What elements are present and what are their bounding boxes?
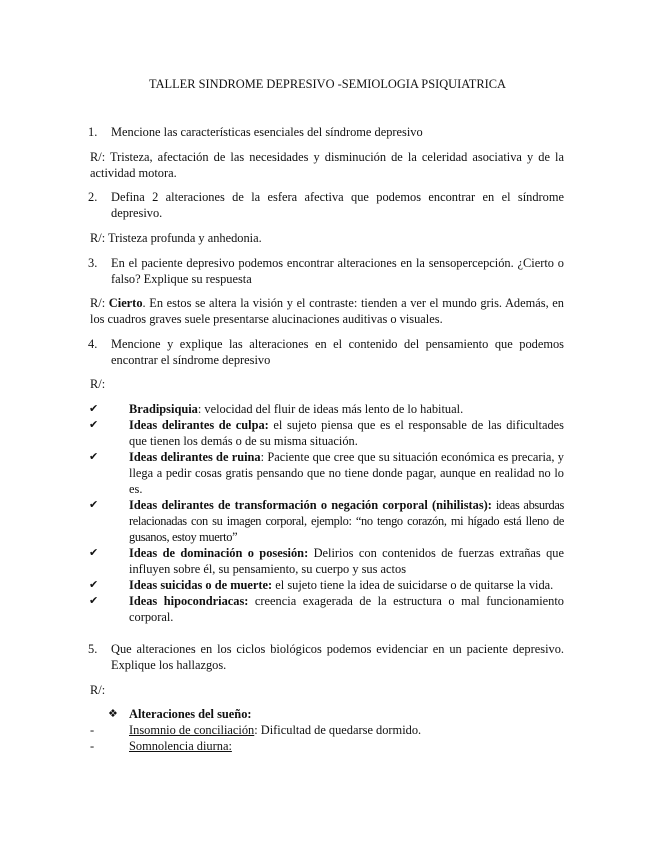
bullet-term: Bradipsiquia <box>129 402 198 416</box>
answer-2: R/: Tristeza profunda y anhedonia. <box>90 231 262 245</box>
question-3-text: En el paciente depresivo podemos encontrar alteraciones en la sensopercepción. ¿Cierto o falso? Explique su respuesta <box>111 256 564 286</box>
document-title: TALLER SINDROME DEPRESIVO -SEMIOLOGIA PSIQUIATRICA <box>149 77 506 91</box>
check-icon: ✔ <box>89 594 99 607</box>
bullet-description: : velocidad del fluir de ideas más lento de lo habitual. <box>197 402 464 416</box>
question-4-text: Mencione y explique las alteraciones en el contenido del pensamiento que podemos encontrar el síndrome depresivo <box>111 337 564 367</box>
question-1-text: Mencione las características esenciales del síndrome depresivo <box>111 125 423 139</box>
sleep-item-description: : Dificultad de quedarse dormido. <box>254 723 422 737</box>
answer-5-label: R/: <box>90 683 106 697</box>
answer-4-label: R/: <box>90 377 106 391</box>
dash-marker: - <box>90 723 95 737</box>
bullet-description: el sujeto piensa que es el responsable de las dificultades que tienen los demás o de su misma situación. <box>129 418 564 448</box>
question-4 <box>88 336 564 368</box>
answer-3-verdict: Cierto <box>108 296 143 310</box>
bullet-description: creencia exagerada de la estructura o mal funcionamiento corporal. <box>129 594 564 624</box>
question-5-number: 5. <box>88 642 98 656</box>
question-4-number: 4. <box>88 337 98 351</box>
question-1-number: 1. <box>88 125 98 139</box>
bullet-description: Delirios con contenidos de fuerzas extrañas que influyen sobre él, su pensamiento, su cuerpo y sus actos <box>129 546 565 576</box>
bullet-item <box>89 497 564 545</box>
bullet-item <box>89 593 564 625</box>
check-icon: ✔ <box>89 450 99 463</box>
check-icon: ✔ <box>89 402 99 415</box>
question-3 <box>88 255 564 287</box>
check-icon: ✔ <box>89 418 99 431</box>
question-5 <box>88 641 564 673</box>
check-icon: ✔ <box>89 578 99 591</box>
sleep-item-term: Insomnio de conciliación <box>129 723 255 737</box>
sleep-heading-text: Alteraciones del sueño: <box>129 707 252 721</box>
bullet-item <box>89 449 564 497</box>
bullet-term: Ideas delirantes de ruina <box>129 450 261 464</box>
answer-3 <box>90 295 564 327</box>
answer-3-prefix: R/: <box>90 296 109 310</box>
bullet-term: Ideas suicidas o de muerte: <box>129 578 273 592</box>
check-icon: ✔ <box>89 498 99 511</box>
bullet-term: Ideas de dominación o posesión: <box>129 546 309 560</box>
bullet-item <box>89 417 564 449</box>
sleep-item-term: Somnolencia diurna: <box>129 739 232 753</box>
four-diamond-icon: ❖ <box>108 707 118 720</box>
bullet-term: Ideas hipocondriacas: <box>129 594 249 608</box>
bullet-description: : Paciente que cree que su situación económica es precaria, y llega a pedir cosas gratis pensando que no tiene donde pagar, aunque en realidad no lo es. <box>129 450 564 496</box>
answer-1: R/: Tristeza, afectación de las necesidades y disminución de la celeridad asociativa y de la actividad motora. <box>90 150 564 180</box>
question-2-number: 2. <box>88 190 98 204</box>
bullet-item <box>89 577 564 593</box>
bullet-term: Ideas delirantes de transformación o negación corporal (nihilistas): <box>129 498 492 512</box>
question-1 <box>88 124 564 140</box>
dash-marker: - <box>90 739 95 753</box>
bullet-item <box>89 545 565 577</box>
check-icon: ✔ <box>89 546 99 559</box>
bullet-description: ideas absurdas relacionadas con su imagen corporal, ejemplo: “no tengo corazón, mi hígado está lleno de gusanos, estoy muerto” <box>129 498 564 544</box>
bullet-item <box>89 401 564 417</box>
question-5-text: Que alteraciones en los ciclos biológicos podemos evidenciar en un paciente depresivo. Explique los hallazgos. <box>111 642 564 672</box>
bullet-term: Ideas delirantes de culpa: <box>129 418 269 432</box>
bullet-description: el sujeto tiene la idea de suicidarse o de quitarse la vida. <box>272 578 554 592</box>
question-2 <box>88 189 564 221</box>
question-3-number: 3. <box>88 256 98 270</box>
question-2-text: Defina 2 alteraciones de la esfera afectiva que podemos encontrar en el síndrome depresivo. <box>111 190 564 220</box>
answer-3-explanation: . En estos se altera la visión y el contraste: tienden a ver el mundo gris. Además, en los cuadros graves suele presentarse alucinaciones auditivas o visuales. <box>90 296 565 326</box>
